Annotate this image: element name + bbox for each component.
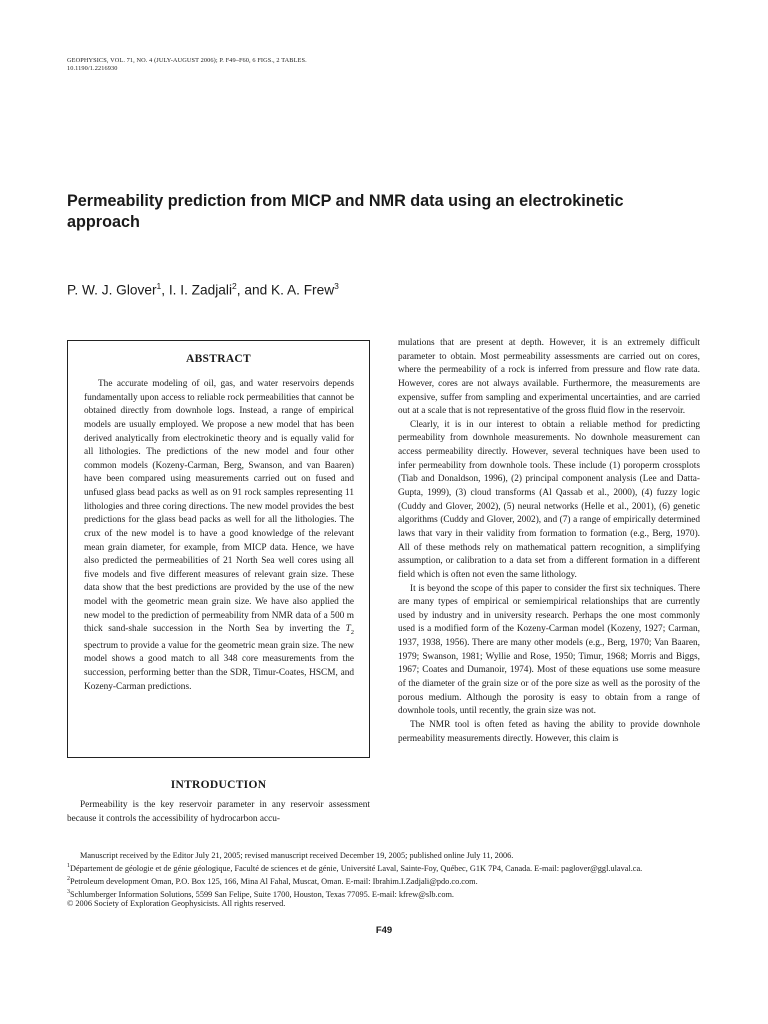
author-name: K. A. Frew [270, 282, 335, 298]
manuscript-received: Manuscript received by the Editor July 21, 2005; revised manuscript received December 19, 2005; published online July 11, 2006. [80, 851, 514, 860]
introduction-heading: INTRODUCTION [170, 779, 267, 791]
affiliation-marker: 3 [334, 281, 339, 291]
paragraph: It is beyond the scope of this paper to consider the first six techniques. There are many types of empirical or semiempirical relationships that are currently used by industry and in university research. Perhaps the one most commonly used is a modified form of the Kozeny-Carman model (Kozeny, 1927; Carman, 1937, 1938, 1956). There are many other models (e.g., Berg, 1970; Van Baaren, 1979; Swanson, 1981; Wyllie and Rose, 1950; Timur, 1968; Morris and Biggs, 1967; Coates and Dumanoir, 1974). Most of these equations use some measure of the diameter of the grain size or of the pore size as well as the porosity of the porous medium. Although the porosity is easy to obtain from a range of downhole tools, until recently, the grain size was not. [398, 583, 700, 717]
paragraph: The NMR tool is often feted as having the ability to provide downhole permeability measurements directly. However, this claim is [398, 719, 700, 744]
paragraph: Clearly, it is in our interest to obtain a reliable method for predicting permeability from downhole measurements. No downhole measurement can access permeability directly. However, several techniques have been used to infer permeability from downhole tools. These include (1) poroperm crossplots (Tiab and Donaldson, 1996), (2) principal component analysis (Lee and Datta-Gupta, 1999), (3) cloud transforms (Al Qassab et al., 2000), (4) fuzzy logic (Cuddy and Glover, 2002), (5) neural networks (Helle et al., 2001), (6) genetic algorithms (Cuddy and Glover, 2002), and (7) a range of empirically determined laws that vary in their validity from formation to formation (e.g., Berg, 1970). All of these methods rely on mathematical pattern recognition, a simplifying assumption, or calibration to a data set from a different formation in a different field which is often not even the same lithology. [398, 419, 700, 580]
author-name: P. W. J. Glover [67, 282, 157, 298]
affiliation-marker: 1 [156, 281, 162, 291]
abstract-heading: ABSTRACT [185, 353, 252, 365]
footnote: $^2$Petroleum development Oman, P.O. Box 125, 166, Mina Al Fahal, Muscat, Oman. E-mail: Ibrahim.I.Zadjali@pdo.co.com. [67, 875, 478, 886]
abstract-box [67, 340, 370, 758]
doi: 10.1190/1.2216930 [67, 65, 118, 72]
abstract-text: The accurate modeling of oil, gas, and water reservoirs depends fundamentally upon access to reliable rock permeabilities that cannot be obtained directly from downhole logs. Instead, a range of empirical models are usually employed. We propose a new model that has been derived analytically from electrokinetic theory and is equally valid for all lithologies. The predictions of the new model and four other common models (Kozeny-Carman, Berg, Swanson, and van Baaren) have been compared using measurements carried out on fused and unfused glass bead packs as well as on 91 rock samples representing 11 lithologies and three coring directions. The new model provides the best predictions for the glass bead packs as well for all the lithologies. The crux of the new model is to have a good knowledge of the relevant mean grain diameter, for example, from MICP data. Hence, we have also predicted the permeabilities of 21 North Sea well cores using all five models and five different measures of relevant grain size. These data show that the best predictions are provided by the use of the new model with the geometric mean grain size. We have also applied the new model to the prediction of permeability from NMR data of a 500 m thick sand-shale succession in the North Sea by inverting the $T_2$ spectrum to provide a value for the geometric mean grain size. The new model shows a good match to all 348 core measurements from the succession, performing better than the SDR, Timur-Coates, HSCM, and Kozeny-Carman predictions. [84, 379, 354, 692]
right-column-text [398, 337, 700, 746]
introduction-text: Permeability is the key reservoir parameter in any reservoir assessment because it controls the accessibility of hydrocarbon accu- [67, 800, 370, 824]
affiliation-marker: 2 [232, 281, 237, 291]
copyright: © 2006 Society of Exploration Geophysicists. All rights reserved. [67, 899, 286, 909]
t2-symbol: T [345, 624, 351, 635]
author-list: P. W. J. Glover$^1$, I. I. Zadjali$^2$, and K. A. Frew$^3$ [67, 281, 339, 298]
page-number: F49 [375, 925, 393, 936]
journal-citation: GEOPHYSICS, VOL. 71, NO. 4 (JULY-AUGUST 2006); P. F49–F60, 6 FIGS., 2 TABLES. [67, 57, 307, 64]
author-name: I. I. Zadjali [168, 282, 232, 298]
paper-title: Permeability prediction from MICP and NMR data using an electrokinetic approach [67, 192, 624, 231]
journal-header [67, 57, 307, 73]
footnote: $^3$Schlumberger Information Solutions, 5599 San Felipe, Suite 1700, Houston, Texas 77095. E-mail: kfrew@slb.com. [67, 888, 454, 899]
paragraph: mulations that are present at depth. However, it is an extremely difficult parameter to obtain. Most permeability assessments are carried out on cores, where the permeability of a rock is inferred from pressure and flow rate data. However, cores are not always available. Furthermore, the measurements are expensive, suffer from sampling and experimental uncertainties, and are carried out at a scale that is not representative of the gross fluid flow in the reservoir. [398, 338, 700, 417]
footnote: $^1$Département de géologie et de génie géologique, Faculté de sciences et de génie, Université Laval, Sainte-Foy, Québec, G1K 7P4, Canada. E-mail: paglover@ggl.ulaval.ca. [67, 863, 643, 873]
footnotes [67, 851, 701, 909]
